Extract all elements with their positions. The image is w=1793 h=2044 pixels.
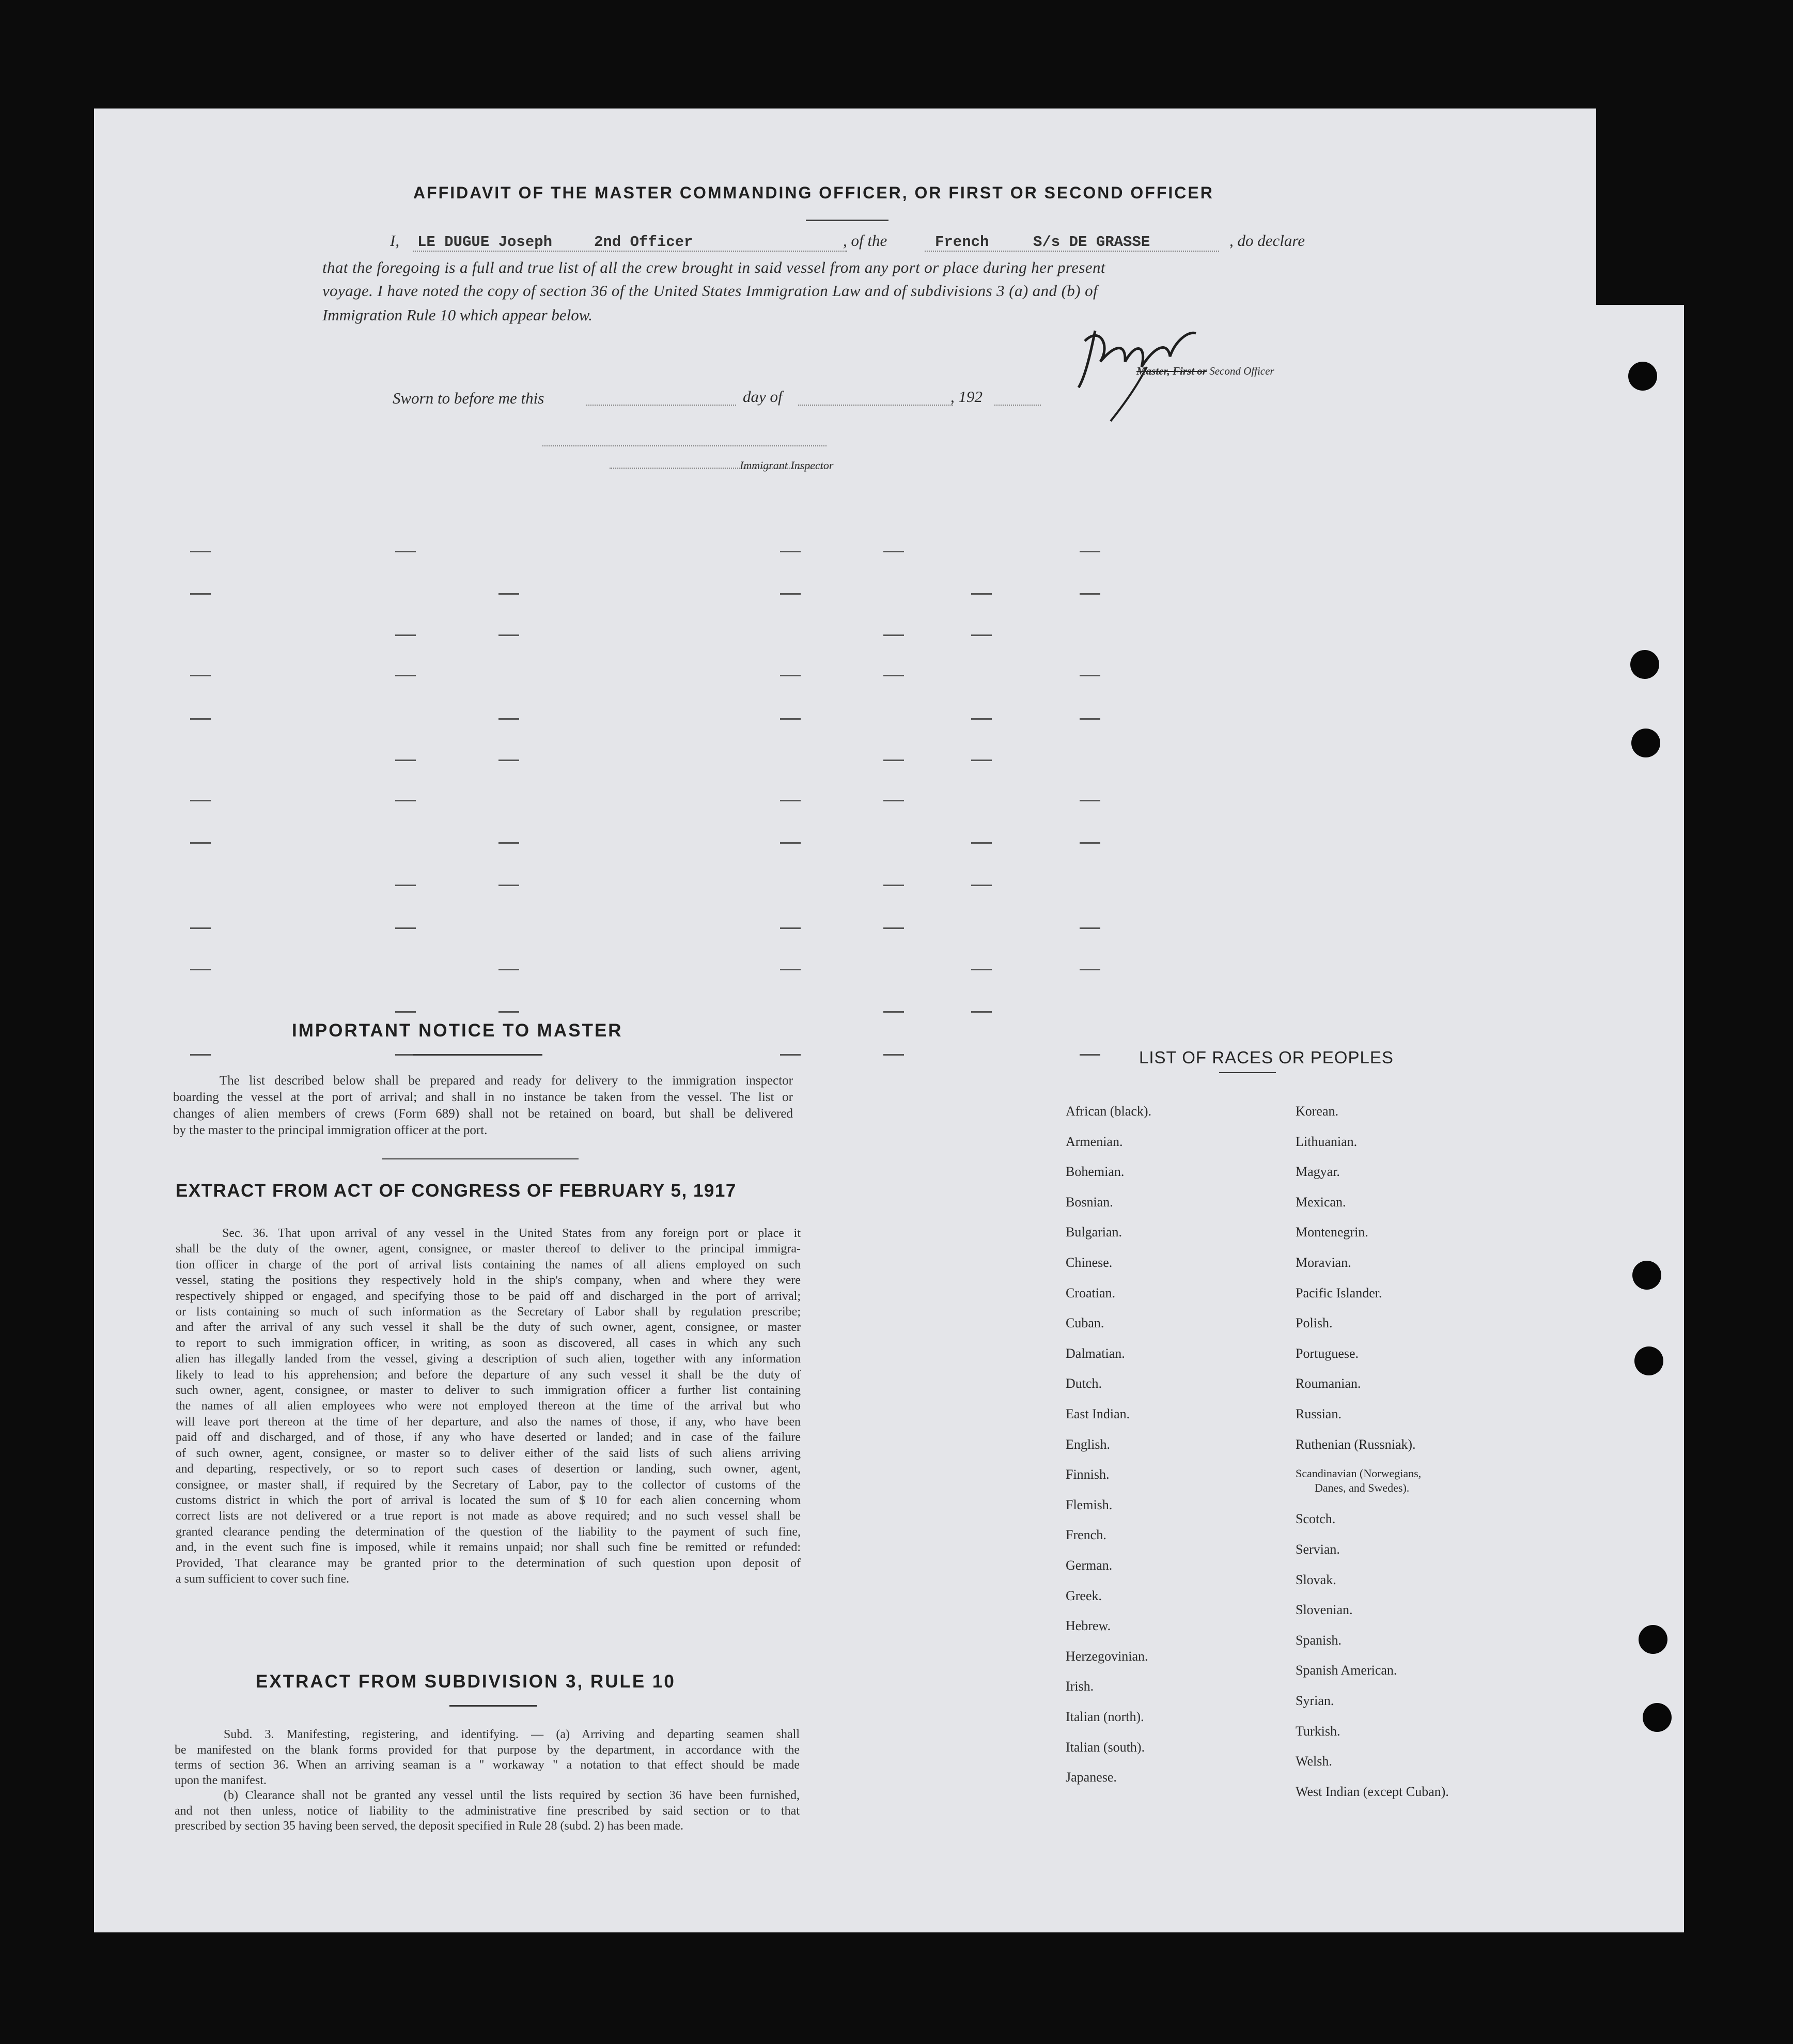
punch-hole [1630,650,1659,679]
lead-i: I, [390,231,400,250]
vessel-nationality: French [935,234,989,251]
blank-dash [190,718,211,720]
race-item: Slovenian. [1296,1602,1353,1618]
race-item: Armenian. [1066,1134,1123,1149]
race-item: Syrian. [1296,1693,1334,1708]
blank-dash [883,1054,904,1056]
blank-dash [971,842,992,844]
punch-hole [1628,362,1657,391]
affidavit-title: AFFIDAVIT OF THE MASTER COMMANDING OFFICER, OR FIRST OR SECOND OFFICER [413,183,1214,202]
form-sheet-right-edge [1581,305,1684,1932]
race-item: Bohemian. [1066,1164,1125,1180]
blank-dash [883,675,904,676]
punch-hole [1643,1703,1672,1732]
blank-dash [780,593,801,595]
sworn-month-line [798,405,953,406]
inspector-caption: Immigrant Inspector [740,459,834,472]
blank-dash [190,593,211,595]
text-line: to report to such immigration officer, in writing, as soon as discovered, all cases in which any such [176,1336,801,1350]
text-line: and not then unless, notice of liability to the administrative fine prescribed by said section or to that [175,1804,800,1818]
race-item: Hebrew. [1066,1618,1111,1634]
blank-dash [1080,969,1100,970]
blank-dash [498,718,519,720]
blank-dash [498,969,519,970]
race-item: Moravian. [1296,1255,1351,1270]
race-item: Flemish. [1066,1497,1113,1512]
blank-dash [190,927,211,929]
signature-caption-struck: Master, First or [1136,365,1207,377]
text-line: granted clearance pending the determination of the question of the liability to the payment of such fine, [176,1525,801,1539]
race-item: East Indian. [1066,1406,1130,1421]
text-line: shall be the duty of the owner, agent, consignee, or master thereof to deliver to the principal immigra- [176,1242,801,1256]
race-item: Scandinavian (Norwegians, [1296,1467,1422,1480]
race-item: Herzegovinian. [1066,1648,1148,1664]
text-line: changes of alien members of crews (Form 689) shall not be retained on board, but shall be delivered [173,1107,793,1121]
race-item: Irish. [1066,1679,1094,1694]
blank-dash [971,760,992,761]
race-item: Bosnian. [1066,1194,1113,1210]
blank-dash [1080,1054,1100,1056]
blank-dash [780,675,801,676]
race-item: Bulgarian. [1066,1225,1122,1240]
race-item: Chinese. [1066,1255,1113,1270]
notice-title-rule [413,1054,542,1056]
extract-rule-title-rule [449,1705,537,1707]
text-line: a sum sufficient to cover such fine. [176,1572,350,1586]
of-the-label: , of the [843,231,887,250]
text-line: by the master to the principal immigration officer at the port. [173,1123,488,1137]
affidavit-line1 [390,231,399,250]
race-item: Finnish. [1066,1467,1110,1482]
blank-dash [395,1054,416,1056]
blank-dash [1080,927,1100,929]
text-line: and, in the event such fine is imposed, while it remains unpaid; nor shall such fine be remitted or refunded: [176,1541,801,1555]
blank-dash [395,760,416,761]
blank-dash [883,634,904,636]
race-item: Polish. [1296,1315,1333,1331]
signature-caption-role: Second Officer [1209,365,1274,377]
race-item: Lithuanian. [1296,1134,1358,1149]
text-line: tion officer in charge of the port of arrival lists containing the names of all aliens employed on such [176,1258,801,1272]
do-declare-label: , do declare [1229,231,1305,250]
text-line: boarding the vessel at the port of arrival; and shall in no instance be taken from the vessel. The list or [173,1090,793,1104]
punch-hole [1634,1346,1663,1375]
blank-dash [1080,675,1100,676]
race-item: African (black). [1066,1104,1152,1119]
blank-dash [498,885,519,886]
blank-dash [883,927,904,929]
affidavit-body-3: Immigration Rule 10 which appear below. [322,306,593,324]
text-line: The list described below shall be prepared and ready for delivery to the immigration inspector [220,1074,793,1088]
signature-caption [1136,365,1274,378]
blank-dash [883,551,904,552]
race-item: Japanese. [1066,1770,1117,1785]
race-item: Italian (south). [1066,1739,1145,1755]
race-item: Turkish. [1296,1723,1340,1739]
blank-dash [1080,842,1100,844]
inspector-line [542,445,827,446]
text-line: and departing, respectively, or so to report such cases of desertion or landing, such owner, agent, [176,1462,801,1476]
race-item: Dutch. [1066,1376,1102,1391]
race-item: Spanish American. [1296,1663,1397,1678]
blank-dash [780,551,801,552]
blank-dash [395,800,416,801]
blank-dash [190,842,211,844]
text-line: upon the manifest. [175,1773,267,1787]
form-sheet-bottom-edge [94,1865,1684,1932]
text-line: prescribed by section 35 having been served, the deposit specified in Rule 28 (subd. 2) has been made. [175,1819,684,1833]
affidavit-body-2: voyage. I have noted the copy of section 36 of the United States Immigration Law and of subdivisions 3 (a) and (b) of [322,282,1098,300]
officer-rank: 2nd Officer [594,234,693,251]
blank-dash [780,718,801,720]
race-item: Ruthenian (Russniak). [1296,1436,1416,1452]
blank-dash [190,675,211,676]
blank-dash [971,593,992,595]
blank-dash [1080,593,1100,595]
text-line: or lists containing so much of such information as the Secretary of Labor shall by regulation prescribe; [176,1305,801,1319]
blank-dash [498,1011,519,1013]
race-item: Dalmatian. [1066,1345,1125,1361]
race-item: Roumanian. [1296,1376,1361,1391]
race-item: Danes, and Swedes). [1315,1481,1410,1494]
text-line: terms of section 36. When an arriving seaman is a " workaway " a notation to that effect should be made [175,1758,800,1772]
blank-dash [883,760,904,761]
race-item: Russian. [1296,1406,1342,1421]
blank-dash [395,1011,416,1013]
blank-dash [971,1011,992,1013]
text-line: respectively shipped or engaged, and specifying those to be paid off and discharged in the port of arrival; [176,1289,801,1303]
blank-dash [883,1011,904,1013]
race-item: Greek. [1066,1588,1102,1603]
blank-dash [395,927,416,929]
text-line: Provided, That clearance may be granted prior to the determination of such question upon deposit of [176,1556,801,1570]
text-line: correct lists are not delivered or a true report is not made as above required; and no such vessel shall be [176,1509,801,1523]
blank-dash [395,675,416,676]
race-item: Scotch. [1296,1511,1336,1527]
race-item: Cuban. [1066,1315,1104,1331]
race-item: Pacific Islander. [1296,1285,1382,1300]
blank-dash [1080,800,1100,801]
vessel-fill-line [925,251,1219,252]
blank-dash [780,842,801,844]
text-line: such owner, agent, consignee, or master to deliver to such immigration officer a further list containing [176,1384,801,1398]
races-title-rule [1219,1072,1276,1073]
text-line: likely to lead to his apprehension; and before the departure of any such vessel it shall be the duty of [176,1368,801,1382]
blank-dash [498,634,519,636]
text-line: the names of all alien employees who were not employed thereon at the time of the arrival but who [176,1399,801,1413]
form-sheet [94,109,1596,1927]
race-item: Magyar. [1296,1164,1340,1180]
text-line: paid off and discharged, and of those, if any who have deserted or landed; and in case of the failure [176,1431,801,1445]
text-line: and after the arrival of any such vessel it shall be the duty of such owner, agent, consignee, or master [176,1321,801,1335]
sworn-day: day of [743,388,783,406]
blank-dash [190,969,211,970]
race-item: Spanish. [1296,1632,1342,1648]
extract-act-text [176,1226,801,1587]
text-line: vessel, stating the positions they respectively hold in the ship's company, when and where they were [176,1274,801,1288]
punch-hole [1632,1261,1661,1290]
extract-rule-title: EXTRACT FROM SUBDIVISION 3, RULE 10 [256,1671,676,1692]
officer-name: LE DUGUE Joseph [417,234,553,251]
race-item: English. [1066,1436,1110,1452]
punch-hole [1639,1625,1667,1654]
punch-hole [1631,729,1660,757]
text-line: alien has illegally landed from the vessel, giving a description of such alien, together with any information [176,1352,801,1366]
blank-dash [780,1054,801,1056]
blank-dash [190,800,211,801]
text-line: of such owner, agent, consignee, or master so to deliver either of the said lists of such aliens arriving [176,1446,801,1460]
race-item: Italian (north). [1066,1709,1144,1724]
text-line: be manifested on the blank forms provided for that purpose by the department, in accordance with the [175,1743,800,1757]
blank-dash [971,718,992,720]
text-line: Sec. 36. That upon arrival of any vessel in the United States from any foreign port or place it [222,1227,801,1240]
blank-dash [1080,718,1100,720]
blank-dash [190,1054,211,1056]
race-item: Servian. [1296,1542,1340,1557]
race-item: French. [1066,1527,1106,1543]
sworn-prefix: Sworn to before me this [393,389,544,407]
text-line: (b) Clearance shall not be granted any vessel until the lists required by section 36 have been furnished, [224,1789,800,1802]
blank-dash [780,800,801,801]
race-item: West Indian (except Cuban). [1296,1784,1449,1799]
race-item: German. [1066,1558,1113,1573]
race-item: Welsh. [1296,1754,1332,1769]
race-item: Portuguese. [1296,1345,1359,1361]
text-line: will leave port thereon at the time of her departure, and also the names of those, if any, who have been [176,1415,801,1429]
blank-dash [498,842,519,844]
race-item: Korean. [1296,1104,1339,1119]
extract-rule-text [175,1727,800,1834]
sworn-day-line [586,405,736,406]
blank-dash [395,551,416,552]
affidavit-body-1: that the foregoing is a full and true list of all the crew brought in said vessel from any port or place during her present [322,258,1105,276]
blank-dash [190,551,211,552]
extract-act-title: EXTRACT FROM ACT OF CONGRESS OF FEBRUARY 5, 1917 [176,1181,737,1201]
sworn-year-line [994,405,1041,406]
blank-dash [780,927,801,929]
race-item: Mexican. [1296,1194,1346,1210]
blank-dash [971,634,992,636]
notice-divider [382,1158,579,1159]
sworn-year: , 192 [950,388,983,406]
blank-dash [780,969,801,970]
blank-dash [971,969,992,970]
text-line: customs district in which the port of arrival is located the sum of $ 10 for each alien concerning whom [176,1493,801,1507]
race-item: Montenegrin. [1296,1225,1368,1240]
blank-dash [498,593,519,595]
name-fill-line [413,251,847,252]
blank-dash [498,760,519,761]
blank-dash [395,885,416,886]
notice-title: IMPORTANT NOTICE TO MASTER [292,1020,623,1041]
race-item: Croatian. [1066,1285,1116,1300]
blank-dash [395,634,416,636]
text-line: Subd. 3. Manifesting, registering, and identifying. — (a) Arriving and departing seamen shall [224,1728,800,1741]
notice-text [173,1073,793,1139]
vessel-name: S/s DE GRASSE [1033,234,1150,251]
blank-dash [883,885,904,886]
text-line: consignee, or master shall, if required by the Secretary of Labor, pay to the collector of customs of the [176,1478,801,1492]
race-item: Slovak. [1296,1572,1336,1587]
blank-dash [971,885,992,886]
blank-dash [1080,551,1100,552]
blank-dash [883,800,904,801]
affidavit-title-rule [806,220,888,221]
races-title: LIST OF RACES OR PEOPLES [1139,1048,1394,1067]
